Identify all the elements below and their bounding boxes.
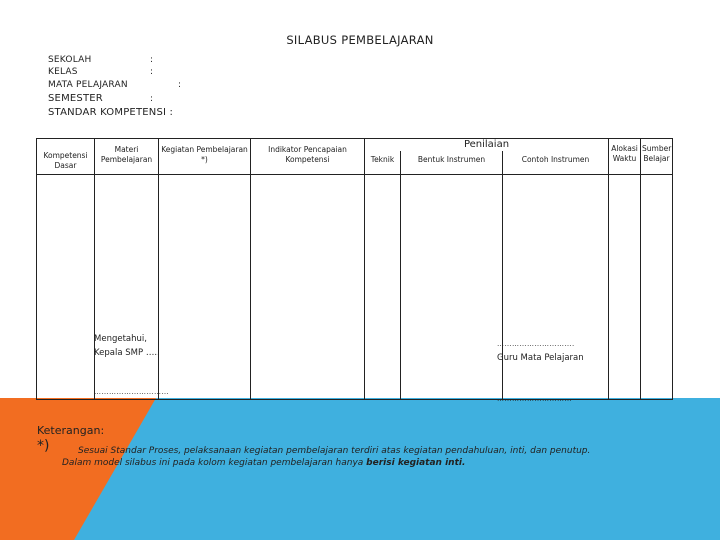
keterangan-line-1: Sesuai Standar Proses, pelaksanaan kegiatan pembelajaran terdiri atas kegiatan pendahuluan, inti, dan penutup. — [78, 446, 591, 456]
footer-orange-band — [0, 398, 74, 540]
colon-kelas: : — [150, 67, 154, 77]
col-indikator: Indikator Pencapaian Kompetensi — [251, 139, 365, 175]
label-kelas: KELAS — [48, 67, 78, 77]
footer-orange-slant — [74, 398, 156, 540]
keterangan-star: *) — [37, 438, 50, 454]
cell-alokasi — [609, 175, 641, 400]
colon-semester: : — [150, 94, 154, 104]
label-semester: SEMESTER — [48, 93, 103, 104]
keterangan-line-2-text: Dalam model silabus ini pada kolom kegiatan pembelajaran hanya — [62, 458, 367, 468]
col-penilaian: Penilaian — [365, 139, 609, 151]
col-teknik: Teknik — [365, 151, 401, 175]
label-standar-kompetensi: STANDAR KOMPETENSI : — [48, 107, 174, 118]
cell-materi — [95, 175, 159, 400]
cell-kegiatan — [159, 175, 251, 400]
label-mata-pelajaran: MATA PELAJARAN — [48, 80, 128, 90]
col-materi: Materi Pembelajaran — [95, 139, 159, 175]
page-title: SILABUS PEMBELAJARAN — [286, 33, 434, 47]
sign-guru: Guru Mata Pelajaran — [497, 353, 584, 363]
cell-kompetensi-dasar — [37, 175, 95, 400]
colon-mata-pelajaran: : — [178, 80, 182, 90]
col-alokasi: Alokasi Waktu — [609, 139, 641, 175]
sign-right-dots-bottom: ………………………… — [497, 395, 572, 403]
cell-contoh — [503, 175, 609, 400]
keterangan-line-2-bold: berisi kegiatan inti. — [366, 458, 466, 468]
sign-kepala: Kepala SMP ….. — [94, 348, 160, 358]
sign-mengetahui: Mengetahui, — [94, 334, 147, 344]
cell-sumber — [641, 175, 673, 400]
keterangan-label: Keterangan: — [37, 424, 105, 437]
label-sekolah: SEKOLAH — [48, 55, 92, 65]
col-bentuk: Bentuk Instrumen — [401, 151, 503, 175]
sign-left-dots: ………………………… — [94, 388, 169, 396]
keterangan-line-2 — [62, 458, 465, 468]
cell-teknik — [365, 175, 401, 400]
col-kegiatan: Kegiatan Pembelajaran *) — [159, 139, 251, 175]
cell-bentuk — [401, 175, 503, 400]
col-sumber: Sumber Belajar — [641, 139, 673, 175]
cell-indikator — [251, 175, 365, 400]
col-contoh: Contoh Instrumen — [503, 151, 609, 175]
colon-sekolah: : — [150, 55, 154, 65]
sign-right-dots-top: …………………………. — [497, 340, 575, 348]
col-kompetensi-dasar: Kompetensi Dasar — [37, 139, 95, 175]
